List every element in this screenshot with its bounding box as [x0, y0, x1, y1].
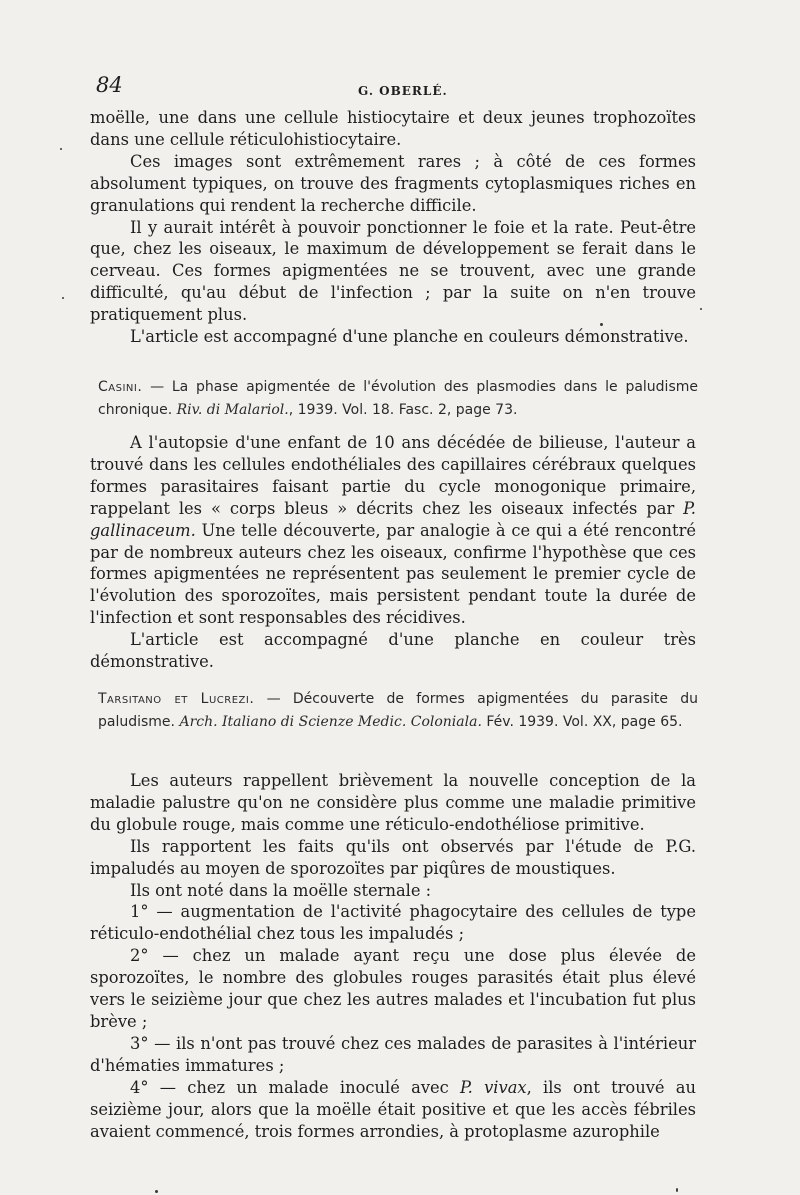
reference-author: Casini.: [98, 379, 143, 395]
scan-speck: [676, 1188, 678, 1192]
text-block-tarsitano-summary: [90, 770, 696, 1142]
paragraph-text: 4° — chez un malade inoculé avec: [130, 1077, 461, 1097]
page-number: 84: [96, 73, 123, 97]
reference-details: Fév. 1939. Vol. XX, page 65.: [481, 714, 683, 730]
scan-speck: [700, 308, 702, 310]
scan-speck: [62, 297, 64, 299]
paragraph: L'article est accompagné d'une planche en couleur très démonstrative.: [90, 630, 696, 672]
reference-author: Tarsitano et Lucrezi.: [98, 691, 255, 707]
paragraph: L'article est accompagné d'une planche en couleurs démonstrative.: [130, 327, 689, 347]
reference-journal: Riv. di Malariol.: [176, 402, 289, 418]
list-item: 2° — chez un malade ayant reçu une dose plus élevée de sporozoïtes, le nombre des globules rouges parasités était plus élevé vers le seizième jour que chez les autres malades et l'incubation fut plus brève ;: [90, 946, 696, 1031]
species-name: P. gallinaceum.: [90, 498, 696, 540]
paragraph: Il y aurait intérêt à pouvoir ponctionner le foie et la rate. Peut-être que, chez les oiseaux, le maximum de développement se ferait dans le cerveau. Ces formes apigmentées ne se trouvent, avec une grande difficulté, qu'au début de l'infection ; par la suite on n'en trouve pratiquement plus.: [90, 217, 696, 325]
paragraph: Ils ont noté dans la moëlle sternale :: [130, 880, 432, 900]
paragraph: Ils rapportent les faits qu'ils ont observés par l'étude de P.G. impaludés au moyen de sporozoïtes par piqûres de moustiques.: [90, 836, 696, 878]
species-name: P. vivax: [460, 1077, 527, 1097]
reference-title: — Découverte de formes apigmentées du parasite du paludisme.: [98, 691, 699, 730]
scan-speck: [155, 1190, 158, 1193]
text-block-continuation: [90, 107, 696, 348]
reference-journal: Arch. Italiano di Scienze Medic. Coloniala.: [179, 714, 482, 730]
list-item: 1° — augmentation de l'activité phagocytaire des cellules de type réticulo-endothélial chez tous les impaludés ;: [90, 902, 696, 944]
reference-tarsitano: [98, 688, 698, 734]
paragraph: Ces images sont extrêmement rares ; à côté de ces formes absolument typiques, on trouve des fragments cytoplasmiques riches en granulations qui rendent la recherche difficile.: [90, 151, 696, 215]
paragraph-text: A l'autopsie d'une enfant de 10 ans décédée de bilieuse, l'auteur a trouvé dans les cellules endothéliales des capillaires cérébraux quelques formes parasitaires faisant partie du cycle monogonique primaire, rappelant les « corps bleus » décrits chez les oiseaux infectés par: [90, 433, 696, 518]
paragraph: Les auteurs rappellent brièvement la nouvelle conception de la maladie palustre qu'on ne considère plus comme une maladie primitive du globule rouge, mais comme une réticulo-endothéliose primitive.: [90, 771, 696, 834]
list-item: 3° — ils n'ont pas trouvé chez ces malades de parasites à l'intérieur d'hématies immatures ;: [90, 1033, 696, 1075]
list-item: [90, 1077, 696, 1143]
reference-title: — La phase apigmentée de l'évolution des plasmodies dans le paludisme chronique.: [98, 379, 698, 418]
text-block-casini-summary: [90, 432, 696, 673]
scan-speck: [60, 148, 62, 150]
paragraph-text: , ils ont trouvé au seizième jour, alors que la moëlle était positive et que les accès fébriles avaient commencé, trois formes arrondies, à protoplasme azurophile: [90, 1077, 696, 1141]
scan-speck: [600, 323, 603, 326]
running-head: G. OBERLÉ.: [358, 84, 448, 98]
reference-details: , 1939. Vol. 18. Fasc. 2, page 73.: [288, 402, 518, 418]
paragraph-text: Une telle découverte, par analogie à ce qui a été rencontré par de nombreux auteurs chez les oiseaux, confirme l'hypothèse que ces formes apigmentées ne représentent pas seulement le premier cycle de l'évolution des sporozoïtes, mais persistent pendant toute la durée de l'infection et sont responsables des récidives.: [90, 520, 696, 628]
reference-casini: [98, 376, 698, 422]
paragraph: [90, 432, 696, 629]
paragraph: moëlle, une dans une cellule histiocytaire et deux jeunes trophozoïtes dans une cellule réticulohistiocytaire.: [90, 108, 696, 149]
